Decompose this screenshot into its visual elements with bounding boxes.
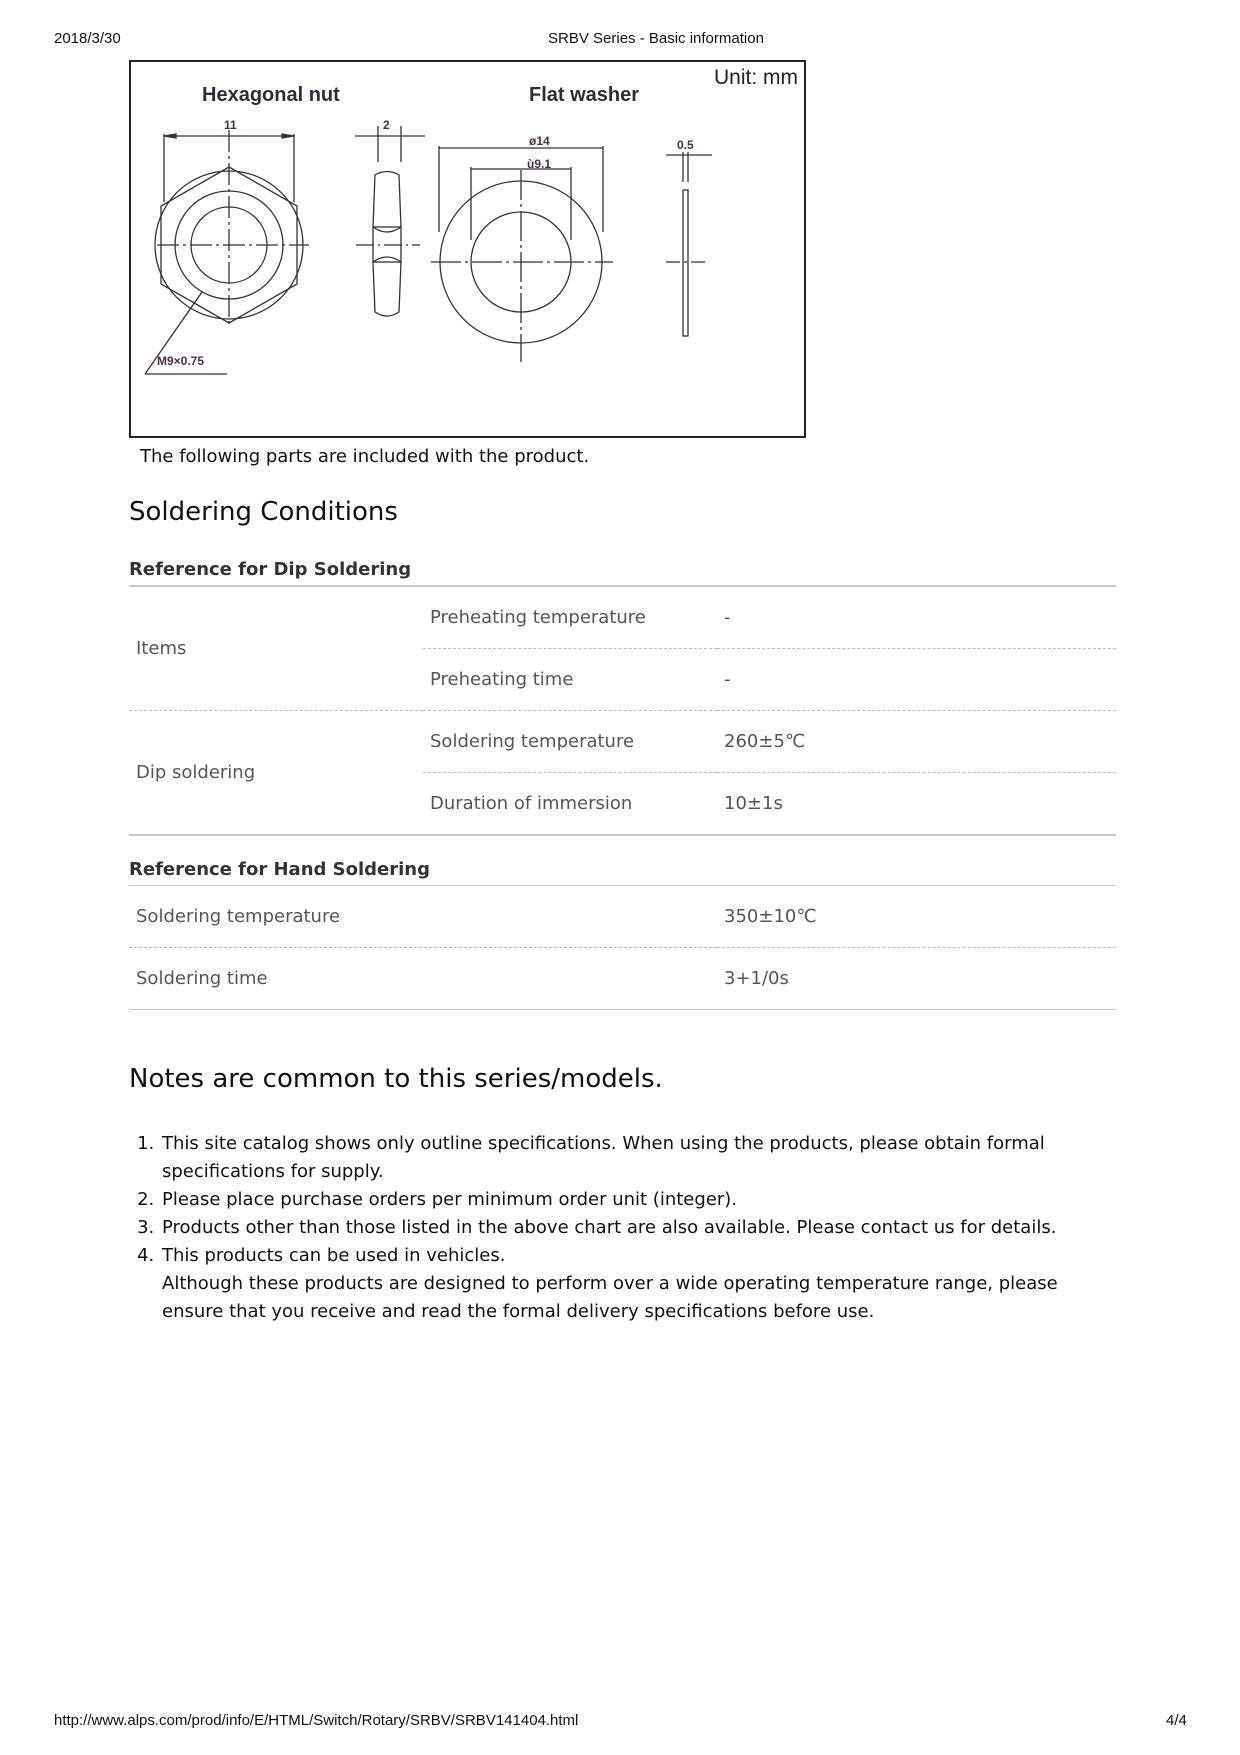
value-cell: 350±10℃	[717, 886, 1116, 948]
item-cell: Soldering time	[129, 948, 717, 1010]
dip-soldering-table	[129, 585, 1116, 836]
flat-washer-label: Flat washer	[529, 84, 640, 106]
dip-soldering-title: Reference for Dip Soldering	[129, 559, 412, 580]
note-text-continued: Although these products are designed to perform over a wide operating temperature range, please ensure that you receive and read the formal delivery specifications before use.	[162, 1273, 1058, 1322]
hand-soldering-title: Reference for Hand Soldering	[129, 859, 431, 880]
print-title: SRBV Series - Basic information	[548, 30, 764, 47]
item-cell: Soldering temperature	[423, 711, 717, 773]
table-row	[129, 586, 1116, 649]
page-url: http://www.alps.com/prod/info/E/HTML/Switch/Rotary/SRBV/SRBV141404.html	[54, 1712, 579, 1729]
item-cell: Preheating temperature	[423, 586, 717, 649]
note-item	[160, 1242, 1120, 1326]
group-cell: Dip soldering	[129, 711, 423, 836]
value-cell: -	[717, 586, 1116, 649]
print-date: 2018/3/30	[54, 30, 121, 47]
group-cell: Items	[129, 586, 423, 711]
dim-washer-thickness: 0.5	[677, 138, 694, 152]
unit-label: Unit: mm	[714, 66, 798, 89]
page-number: 4/4	[1166, 1712, 1187, 1729]
table-row	[129, 886, 1116, 948]
table-row	[129, 711, 1116, 773]
item-cell: Soldering temperature	[129, 886, 717, 948]
dim-nut-width: 11	[224, 118, 237, 132]
soldering-heading: Soldering Conditions	[129, 497, 398, 527]
value-cell: -	[717, 649, 1116, 711]
item-cell: Duration of immersion	[423, 773, 717, 836]
hexagonal-nut-label: Hexagonal nut	[202, 84, 340, 106]
note-text: This products can be used in vehicles.	[162, 1245, 506, 1266]
note-item: 1. This site catalog shows only outline specifications. When using the products, please obtain formal specifications for supply.	[160, 1130, 1120, 1186]
note-item: 2. Please place purchase orders per minimum order unit (integer).	[160, 1186, 1120, 1214]
dim-thread: M9×0.75	[157, 354, 205, 368]
dim-washer-inner: ù9.1	[527, 157, 552, 171]
dim-nut-thickness: 2	[383, 118, 390, 132]
parts-drawing	[129, 60, 806, 438]
note-item: 3. Products other than those listed in the above chart are also available. Please contact us for details.	[160, 1214, 1120, 1242]
notes-list	[129, 1130, 1120, 1326]
notes-heading: Notes are common to this series/models.	[129, 1064, 663, 1094]
hand-soldering-table	[129, 885, 1116, 1010]
dim-washer-outer: ø14	[529, 134, 550, 148]
value-cell: 260±5℃	[717, 711, 1116, 773]
figure-caption: The following parts are included with the product.	[140, 446, 590, 467]
value-cell: 3+1/0s	[717, 948, 1116, 1010]
value-cell: 10±1s	[717, 773, 1116, 836]
item-cell: Preheating time	[423, 649, 717, 711]
table-row	[129, 948, 1116, 1010]
